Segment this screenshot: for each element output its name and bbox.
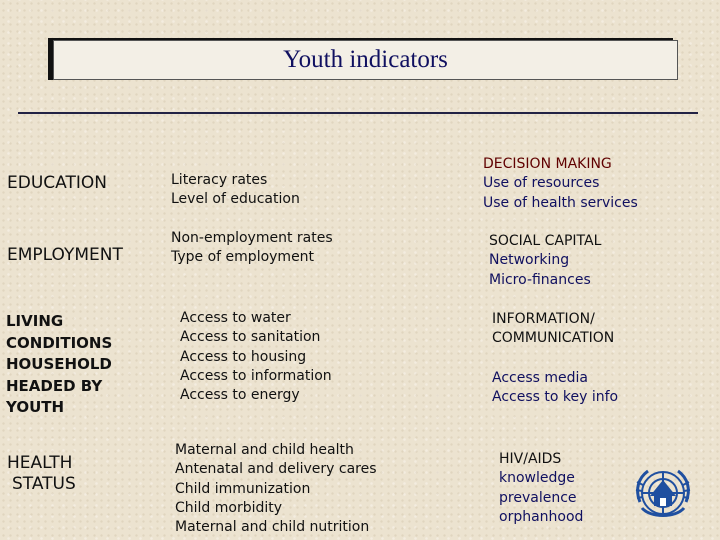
title-divider	[18, 112, 698, 114]
category-line: LIVING	[6, 312, 64, 330]
indicator-item: Access to energy	[180, 387, 300, 404]
education-indicators	[171, 171, 300, 210]
information-communication-items	[492, 369, 618, 408]
section-heading: HIV/AIDS	[499, 451, 562, 467]
category-living-conditions	[6, 311, 112, 419]
health-indicators	[175, 441, 377, 537]
category-line: CONDITIONS	[6, 333, 113, 352]
category-line: YOUTH	[6, 398, 65, 416]
indicator-item: Access to water	[180, 310, 291, 326]
section-heading: SOCIAL CAPITAL	[489, 233, 602, 249]
page-title: Youth indicators	[283, 46, 448, 73]
section-heading: DECISION MAKING	[483, 156, 612, 172]
indicator-item: knowledge	[499, 470, 575, 487]
indicator-item: Access to housing	[180, 348, 307, 365]
title-box	[53, 40, 678, 80]
category-line: HOUSEHOLD	[6, 355, 112, 373]
category-line: HEALTH	[7, 453, 73, 473]
indicator-item: Child immunization	[175, 480, 311, 497]
category-health-status	[7, 453, 76, 495]
indicator-item: Use of resources	[483, 175, 600, 192]
indicator-item: Level of education	[171, 191, 300, 208]
indicator-item: Networking	[489, 252, 570, 269]
indicator-item: Access to sanitation	[180, 329, 321, 346]
indicator-item: Micro-finances	[489, 271, 591, 288]
category-employment: EMPLOYMENT	[7, 245, 123, 265]
section-heading: COMMUNICATION	[492, 330, 615, 347]
decision-making-block	[483, 155, 638, 213]
information-communication-heading	[492, 310, 614, 349]
category-line: HEADED BY	[6, 376, 103, 395]
social-capital-block	[489, 232, 601, 290]
hiv-aids-block	[499, 450, 583, 527]
indicator-item: Maternal and child health	[175, 442, 354, 458]
indicator-item: orphanhood	[499, 508, 584, 525]
employment-indicators	[171, 229, 333, 268]
category-education: EDUCATION	[7, 173, 107, 193]
indicator-item: prevalence	[499, 489, 577, 506]
indicator-item: Child morbidity	[175, 499, 283, 516]
category-line: STATUS	[12, 474, 76, 494]
indicator-item: Use of health services	[483, 194, 638, 211]
indicator-item: Type of employment	[171, 249, 315, 266]
section-heading: INFORMATION/	[492, 311, 595, 327]
un-habitat-emblem-icon	[632, 462, 694, 524]
living-indicators	[180, 309, 332, 405]
indicator-item: Access to key info	[492, 389, 619, 406]
indicator-item: Maternal and child nutrition	[175, 519, 370, 536]
indicator-item: Literacy rates	[171, 172, 268, 188]
indicator-item: Non-employment rates	[171, 230, 333, 246]
indicator-item: Antenatal and delivery cares	[175, 461, 377, 478]
indicator-item: Access media	[492, 370, 588, 386]
indicator-item: Access to information	[180, 367, 332, 384]
